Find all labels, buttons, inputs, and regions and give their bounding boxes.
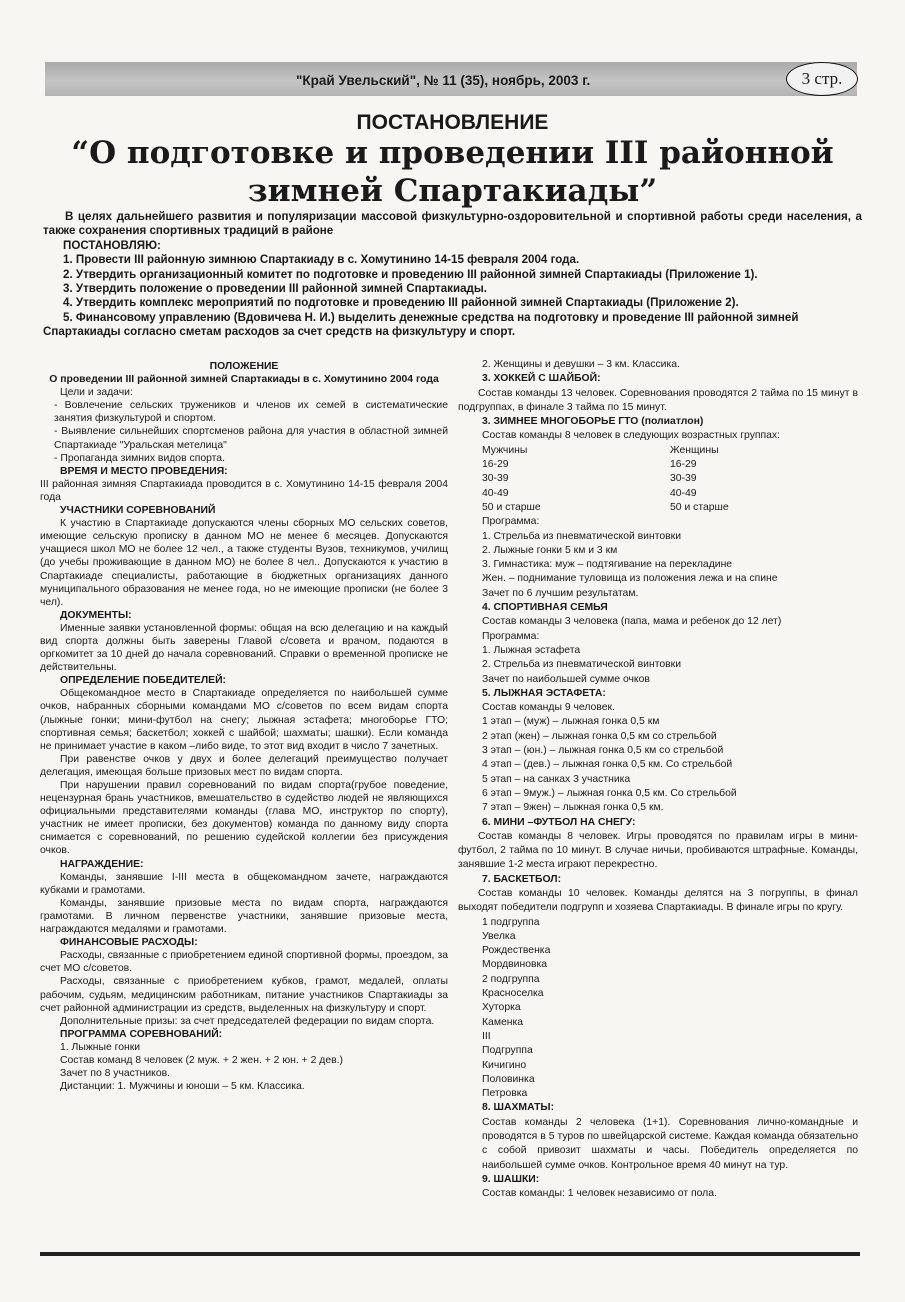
regulation-subtitle: О проведении III районной зимней Спартакиады в с. Хомутинино 2004 года <box>49 374 439 386</box>
program-item: 1. Лыжные гонки <box>60 1041 141 1053</box>
left-column <box>40 360 448 1093</box>
document-kind: ПОСТАНОВЛЕНИЕ <box>356 111 549 134</box>
section-text: При равенстве очков у двух и более делегаций преимущество получает делегация, имеющая больше призовых мест по видам спорта. <box>40 753 448 778</box>
section-text: Именные заявки установленной формы: общая на всю делегацию и на каждый вид спорта должны быть заверены Главой с/совета и врачом, подаются в оргкомитет за 10 дней до начала соревнований. Справки о временной прописке не действительны. <box>40 622 448 674</box>
group-entry: 2 подгруппа <box>482 973 540 985</box>
group-entry: III <box>482 1030 491 1042</box>
decree-item: 4. Утвердить комплекс мероприятий по подготовке и проведению III районной зимней Спартакиады (Приложение 2). <box>63 296 739 310</box>
section-text: Состав команды 13 человек. Соревнования проводятся 2 тайма по 15 минут в подгруппах, в финале 3 тайма по 15 минут. <box>458 387 858 413</box>
regulation-title: ПОЛОЖЕНИЕ <box>209 361 279 372</box>
title-line-2: зимней Спартакиады” <box>247 173 658 209</box>
group-entry: Петровка <box>482 1088 528 1100</box>
goal-item: - Пропаганда зимних видов спорта. <box>54 452 225 464</box>
program-detail: 2. Женщины и девушки – 3 км. Классика. <box>482 359 680 370</box>
footer-rule <box>40 1252 860 1256</box>
goal-item: - Вовлечение сельских тружеников и членов их семей в систематические занятия физкультурой и спортом. <box>54 400 448 425</box>
age-row <box>482 444 858 458</box>
program-detail: Зачет по 8 участников. <box>60 1068 171 1080</box>
intro-lead: В целях дальнейшего развития и популяризации массовой физкультурно-оздоровительной и спортивной работы среди населения, а также сохранения спортивных традиций в районе <box>43 210 862 238</box>
age-cell: 16-29 <box>670 459 697 471</box>
section-text: III районная зимняя Спартакиада проводится в с. Хомутинино 14-15 февраля 2004 года <box>40 478 448 503</box>
right-column <box>458 358 858 1202</box>
section-text: Дополнительные призы: за счет председателей федерации по видам спорта. <box>60 1015 435 1027</box>
decree-item: 2. Утвердить организационный комитет по подготовке и проведению III районной зимней Спартакиады (Приложение 1). <box>63 267 758 281</box>
section-heading: УЧАСТНИКИ СОРЕВНОВАНИЙ <box>60 505 216 517</box>
section-text: Расходы, связанные с приобретением кубков, грамот, медалей, оплаты рабочим, судьям, медицинским работникам, питание участников Спартакиады за счет районной администрации из средств, выделенных на физкультуру и спорт. <box>40 976 448 1014</box>
section-heading: 3. ЗИМНЕЕ МНОГОБОРЬЕ ГТО (полиатлон) <box>482 416 704 428</box>
group-entry: Красноселка <box>482 988 544 1000</box>
masthead: "Край Увельский", № 11 (35), ноябрь, 2003 г. <box>296 73 591 88</box>
program-detail: Зачет по наибольшей сумме очков <box>482 673 650 685</box>
section-text: Состав команды 10 человек. Команды делятся на 3 погруппы, в финал выходят победители подгрупп и хозяева Спартакиады. В финале игры по кругу. <box>458 887 858 914</box>
section-heading: 9. ШАШКИ: <box>482 1173 540 1185</box>
age-cell: 50 и старше <box>670 501 729 513</box>
section-heading: 6. МИНИ –ФУТБОЛ НА СНЕГУ: <box>482 816 636 828</box>
intro-block <box>43 210 862 340</box>
program-detail: Состав команд 8 человек (2 муж. + 2 жен. + 2 юн. + 2 дев.) <box>60 1054 343 1066</box>
section-heading: ВРЕМЯ И МЕСТО ПРОВЕДЕНИЯ: <box>60 465 228 477</box>
age-groups-table <box>458 444 858 515</box>
program-item: 1. Лыжная эстафета <box>482 644 581 656</box>
group-entry: Подгруппа <box>482 1045 533 1057</box>
group-entry: Мордвиновка <box>482 959 548 971</box>
section-heading: НАГРАЖДЕНИЕ: <box>60 858 144 870</box>
section-heading: ФИНАНСОВЫЕ РАСХОДЫ: <box>60 937 198 949</box>
program-label: Программа: <box>482 516 540 528</box>
section-text: Состав команды 3 человека (папа, мама и ребенок до 12 лет) <box>482 616 782 628</box>
program-item: 2. Лыжные гонки 5 км и 3 км <box>482 544 618 556</box>
group-entry: Каменка <box>482 1016 524 1028</box>
relay-stage: 7 этап – 9жен) – лыжная гонка 0,5 км. <box>482 802 664 814</box>
section-text: Состав команды 8 человек. Игры проводятся по правилам игры в мини-футбол, 2 тайма по 10 минут. В случае ничьи, пробиваются штрафные. Команды, занявшие 1-2 места играют перекрестно. <box>458 830 858 871</box>
title-line-1: “О подготовке и проведении III районной <box>71 135 834 171</box>
section-text: При нарушении правил соревнований по видам спорта(грубое поведение, нецензурная брань участников, вмешательство в судейство людей не являющихся официальными представителями команды (глава МО, инструктор по спорту), участник не имеет прописки, без документов) команда по данному виду спорта снимается с соревнований, по решению судейской коллегии без присуждения очков. <box>40 780 448 857</box>
section-text: Команды, занявшие призовые места по видам спорта, награждаются грамотами. В личном первенстве участники, занявшие призовые места, награждаются медалями и грамотами. <box>40 897 448 936</box>
section-heading: 8. ШАХМАТЫ: <box>482 1102 555 1114</box>
program-item: 3. Гимнастика: муж – подтягивание на перекладине <box>482 559 733 571</box>
program-detail: Зачет по 6 лучшим результатам. <box>482 587 639 599</box>
relay-stage: 6 этап – 9муж.) – лыжная гонка 0,5 км. Со стрельбой <box>482 787 737 799</box>
section-heading: 4. СПОРТИВНАЯ СЕМЬЯ <box>482 602 608 614</box>
section-heading: ДОКУМЕНТЫ: <box>60 609 132 621</box>
program-item: 2. Стрельба из пневматической винтовки <box>482 659 682 671</box>
age-row <box>482 487 858 501</box>
age-cell: 40-49 <box>482 487 509 499</box>
group-entry: 1 подгруппа <box>482 916 540 928</box>
program-label: Программа: <box>482 630 540 642</box>
section-text: Состав команды 9 человек. <box>482 702 615 714</box>
decree-item: 1. Провести III районную зимнюю Спартакиаду в с. Хомутинино 14-15 февраля 2004 года. <box>63 253 580 267</box>
decree-item: 3. Утвердить положение о проведении III районной зимней Спартакиады. <box>63 282 487 296</box>
relay-stage: 1 этап – (муж) – лыжная гонка 0,5 км <box>482 716 660 728</box>
group-entry: Хуторка <box>482 1002 521 1014</box>
document-title <box>0 134 905 210</box>
page-number-badge: 3 стр. <box>786 62 858 96</box>
age-cell: 30-39 <box>482 473 509 485</box>
group-entry: Рождественка <box>482 945 551 957</box>
group-entry: Половинка <box>482 1073 535 1085</box>
group-entry: Увелка <box>482 930 516 942</box>
section-text: Состав команды 2 человека (1+1). Соревнования лично-командные и проводятся в 5 туров по швейцарской системе. Каждая команда обязательно с собой привозит шахматы и часы. Победитель определяется по наибольшей сумме очков. Контрольное время 40 минут на тур. <box>482 1116 858 1171</box>
section-text: Состав команды: 1 человек независимо от пола. <box>482 1188 717 1200</box>
relay-stage: 4 этап – (дев.) – лыжная гонка 0,5 км. Со стрельбой <box>482 759 733 771</box>
age-row <box>482 472 858 486</box>
section-text: К участию в Спартакиаде допускаются члены сборных МО сельских советов, имеющие сельскую прописку в данном МО не менее 6 месяцев. Допускаются учащиеся школ МО не более 12 чел., а также студенты Вузов, техникумов, училищ (до учебы проживающие в данном МО) не более 8 чел.. Допускаются к участию в Спартакиаде специалисты, работающие в бюджетных организациях данного муниципального образования не менее года, но не имеющие прописки (не более 3 чел). <box>40 518 448 608</box>
decree-item: 5. Финансовому управлению (Вдовичева Н. И.) выделить денежные средства на подготовку и проведение III районной зимней Спартакиады согласно сметам расходов за счет средств на физкультуру и спорт. <box>43 310 799 339</box>
program-detail: Жен. – поднимание туловища из положения лежа и на спине <box>482 573 778 585</box>
relay-stage: 5 этап – на санках 3 участника <box>482 773 631 785</box>
section-heading: 7. БАСКЕТБОЛ: <box>482 873 562 885</box>
age-cell: 30-39 <box>670 473 697 485</box>
age-row <box>482 458 858 472</box>
section-text: Общекомандное место в Спартакиаде определяется по наибольшей сумме очков, набранных сборными командами МО с/советов по всем видам спорта (лыжные гонки; мини-футбол на снегу; лыжная эстафета; многоборье ГТО; спортивная семья; баскетбол; хоккей с шайбой; шахматы; шашки). Если команда не принимает участие в каком –либо виде, то этот вид входит в число 7 зачетных. <box>40 688 448 752</box>
section-heading: ОПРЕДЕЛЕНИЕ ПОБЕДИТЕЛЕЙ: <box>60 675 227 687</box>
age-cell: Мужчины <box>482 444 528 456</box>
age-cell: 16-29 <box>482 459 509 471</box>
section-heading: 5. ЛЫЖНАЯ ЭСТАФЕТА: <box>482 687 606 699</box>
age-cell: 40-49 <box>670 487 697 499</box>
intro-decree: ПОСТАНОВЛЯЮ: <box>63 238 161 252</box>
section-heading: 3. ХОККЕЙ С ШАЙБОЙ: <box>482 373 601 385</box>
section-text: Команды, занявшие I-III места в общекомандном зачете, награждаются кубками и грамотами. <box>40 871 448 896</box>
goal-item: - Выявление сильнейших спортсменов района для участия в областной зимней Спартакиаде "Уральская метелица" <box>54 426 448 451</box>
relay-stage: 2 этап (жен) – лыжная гонка 0,5 км со стрельбой <box>482 730 717 742</box>
age-cell: 50 и старше <box>482 501 541 513</box>
basketball-groups <box>458 916 858 1102</box>
group-entry: Кичигино <box>482 1059 527 1071</box>
section-text: Состав команды 8 человек в следующих возрастных группах: <box>482 430 781 442</box>
age-cell: Женщины <box>670 444 719 456</box>
program-detail: Дистанции: 1. Мужчины и юноши – 5 км. Классика. <box>60 1081 305 1093</box>
program-item: 1. Стрельба из пневматической винтовки <box>482 530 682 542</box>
age-row <box>482 501 858 515</box>
section-text: Расходы, связанные с приобретением единой спортивной формы, проездом, за счет МО с/советов. <box>40 950 448 975</box>
section-heading: ПРОГРАММА СОРЕВНОВАНИЙ: <box>60 1028 223 1040</box>
goals-heading: Цели и задачи: <box>60 387 133 399</box>
relay-stage: 3 этап – (юн.) – лыжная гонка 0,5 км со стрельбой <box>482 745 724 757</box>
